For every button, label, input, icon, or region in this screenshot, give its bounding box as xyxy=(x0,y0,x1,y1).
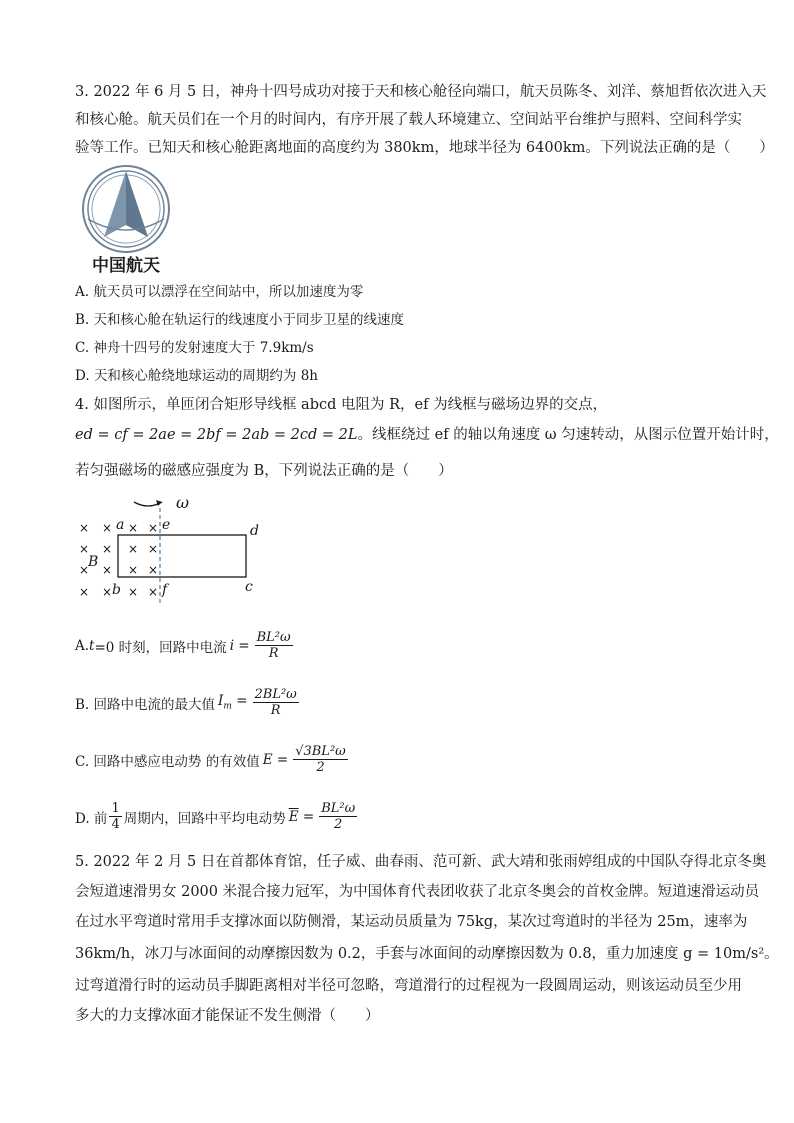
svg-text:×: × xyxy=(102,521,113,535)
svg-text:×: × xyxy=(102,563,113,577)
q4-line-2 xyxy=(75,425,779,445)
svg-text:×: × xyxy=(102,585,113,599)
q4-option-a: A. t =0 时刻，回路中电流 i = $\frac{\text{BL²ω}}{R}$ xyxy=(75,630,291,661)
label-a: a xyxy=(116,517,125,533)
svg-text:×: × xyxy=(79,542,90,556)
q4-d-fraction: $\frac{\text{BL²ω}}{2}$ xyxy=(321,801,356,832)
label-b: b xyxy=(112,582,121,598)
q5-line-6: 多大的力支撑冰面才能保证不发生侧滑（ ） xyxy=(75,1008,380,1024)
casc-caption: 中国航天 xyxy=(92,256,160,275)
svg-text:×: × xyxy=(79,563,90,577)
label-c: c xyxy=(245,579,253,595)
q3-option-a: A. 航天员可以漂浮在空间站中，所以加速度为零 xyxy=(75,284,364,300)
svg-text:×: × xyxy=(128,521,139,535)
label-f: f xyxy=(162,582,168,598)
q5-line-3: 在过水平弯道时常用手支撑冰面以防侧滑，某运动员质量为 75kg，某次过弯道时的半径为 25m，速率为 xyxy=(75,914,748,930)
q4-option-b: B. 回路中电流的最大值 $I_m$ = $\frac{\text{2BL²ω}}{R}$ xyxy=(75,687,297,718)
label-d: d xyxy=(250,523,259,539)
svg-text:×: × xyxy=(148,521,159,535)
q4-line-3: 若匀强磁场的磁感应强度为 B，下列说法正确的是（ ） xyxy=(75,463,453,479)
q4-diagram xyxy=(72,488,282,606)
q3-line-2: 和核心舱。航天员们在一个月的时间内，有序开展了载人环境建立、空间站平台维护与照料、空间科学实 xyxy=(75,112,742,128)
label-B: B xyxy=(88,554,99,570)
svg-text:×: × xyxy=(148,542,159,556)
q4-line-2-text: 。线框绕过 ef 的轴以角速度 ω 匀速转动，从图示位置开始计时， xyxy=(357,427,779,443)
q4-c-fraction: $\frac{\text{√3BL²ω}}{2}$ xyxy=(295,744,346,775)
q5-line-4: 36km/h，冰刀与冰面间的动摩擦因数为 0.2，手套与冰面间的动摩擦因数为 0.8，重力加速度 g = 10m/s²。 xyxy=(75,946,779,962)
q3-line-1: 3. 2022 年 6 月 5 日，神舟十四号成功对接于天和核心舱径向端口，航天员陈冬、刘洋、蔡旭哲依次进入天 xyxy=(75,84,767,100)
q4-option-d: D. 前 $\frac{1}{4}$ 周期内，回路中平均电动势 $\overline{E}$ = $\frac{\text{BL²ω}}{2}$ xyxy=(75,801,356,832)
loop-diagram xyxy=(72,488,282,606)
omega-label: ω xyxy=(176,493,190,512)
casc-badge-text: CASC xyxy=(112,232,140,243)
q4-option-c: C. 回路中感应电动势 的有效值 E = $\frac{\text{√3BL²ω}}{2}$ xyxy=(75,744,346,775)
svg-text:×: × xyxy=(128,585,139,599)
svg-text:×: × xyxy=(79,521,90,535)
q3-line-3: 验等工作。已知天和核心舱距离地面的高度约为 380km，地球半径为 6400km。下列说法正确的是（ ） xyxy=(75,140,774,156)
casc-logo-icon xyxy=(78,165,174,275)
q4-b-fraction: $\frac{\text{2BL²ω}}{R}$ xyxy=(254,687,297,718)
q4-condition-equation: ed = cf = 2ae = 2bf = 2ab = 2cd = 2L xyxy=(75,427,358,443)
q4-line-1: 4. 如图所示，单匝闭合矩形导线框 abcd 电阻为 R，ef 为线框与磁场边界的交点， xyxy=(75,397,608,413)
svg-text:×: × xyxy=(102,542,113,556)
q4-d-quarter: $\frac{1}{4}$ xyxy=(111,801,120,832)
q5-line-2: 会短道速滑男女 2000 米混合接力冠军，为中国体育代表团收获了北京冬奥会的首枚金牌。短道速滑运动员 xyxy=(75,884,760,900)
label-e: e xyxy=(162,517,171,533)
q3-option-b: B. 天和核心舱在轨运行的线速度小于同步卫星的线速度 xyxy=(75,312,405,328)
casc-logo xyxy=(78,165,174,275)
svg-text:×: × xyxy=(148,585,159,599)
q4-a-fraction: $\frac{\text{BL²ω}}{R}$ xyxy=(256,630,291,661)
q5-line-1: 5. 2022 年 2 月 5 日在首都体育馆，任子威、曲春雨、范可新、武大靖和张雨婷组成的中国队夺得北京冬奥 xyxy=(75,854,767,870)
q5-line-5: 过弯道滑行时的运动员手脚距离相对半径可忽略，弯道滑行的过程视为一段圆周运动，则该运动员至少用 xyxy=(75,978,742,994)
q3-option-c: C. 神舟十四号的发射速度大于 7.9km/s xyxy=(75,340,314,356)
svg-text:×: × xyxy=(128,563,139,577)
svg-text:×: × xyxy=(128,542,139,556)
svg-text:×: × xyxy=(148,563,159,577)
q3-option-d: D. 天和核心舱绕地球运动的周期约为 8h xyxy=(75,368,318,384)
svg-text:×: × xyxy=(79,585,90,599)
